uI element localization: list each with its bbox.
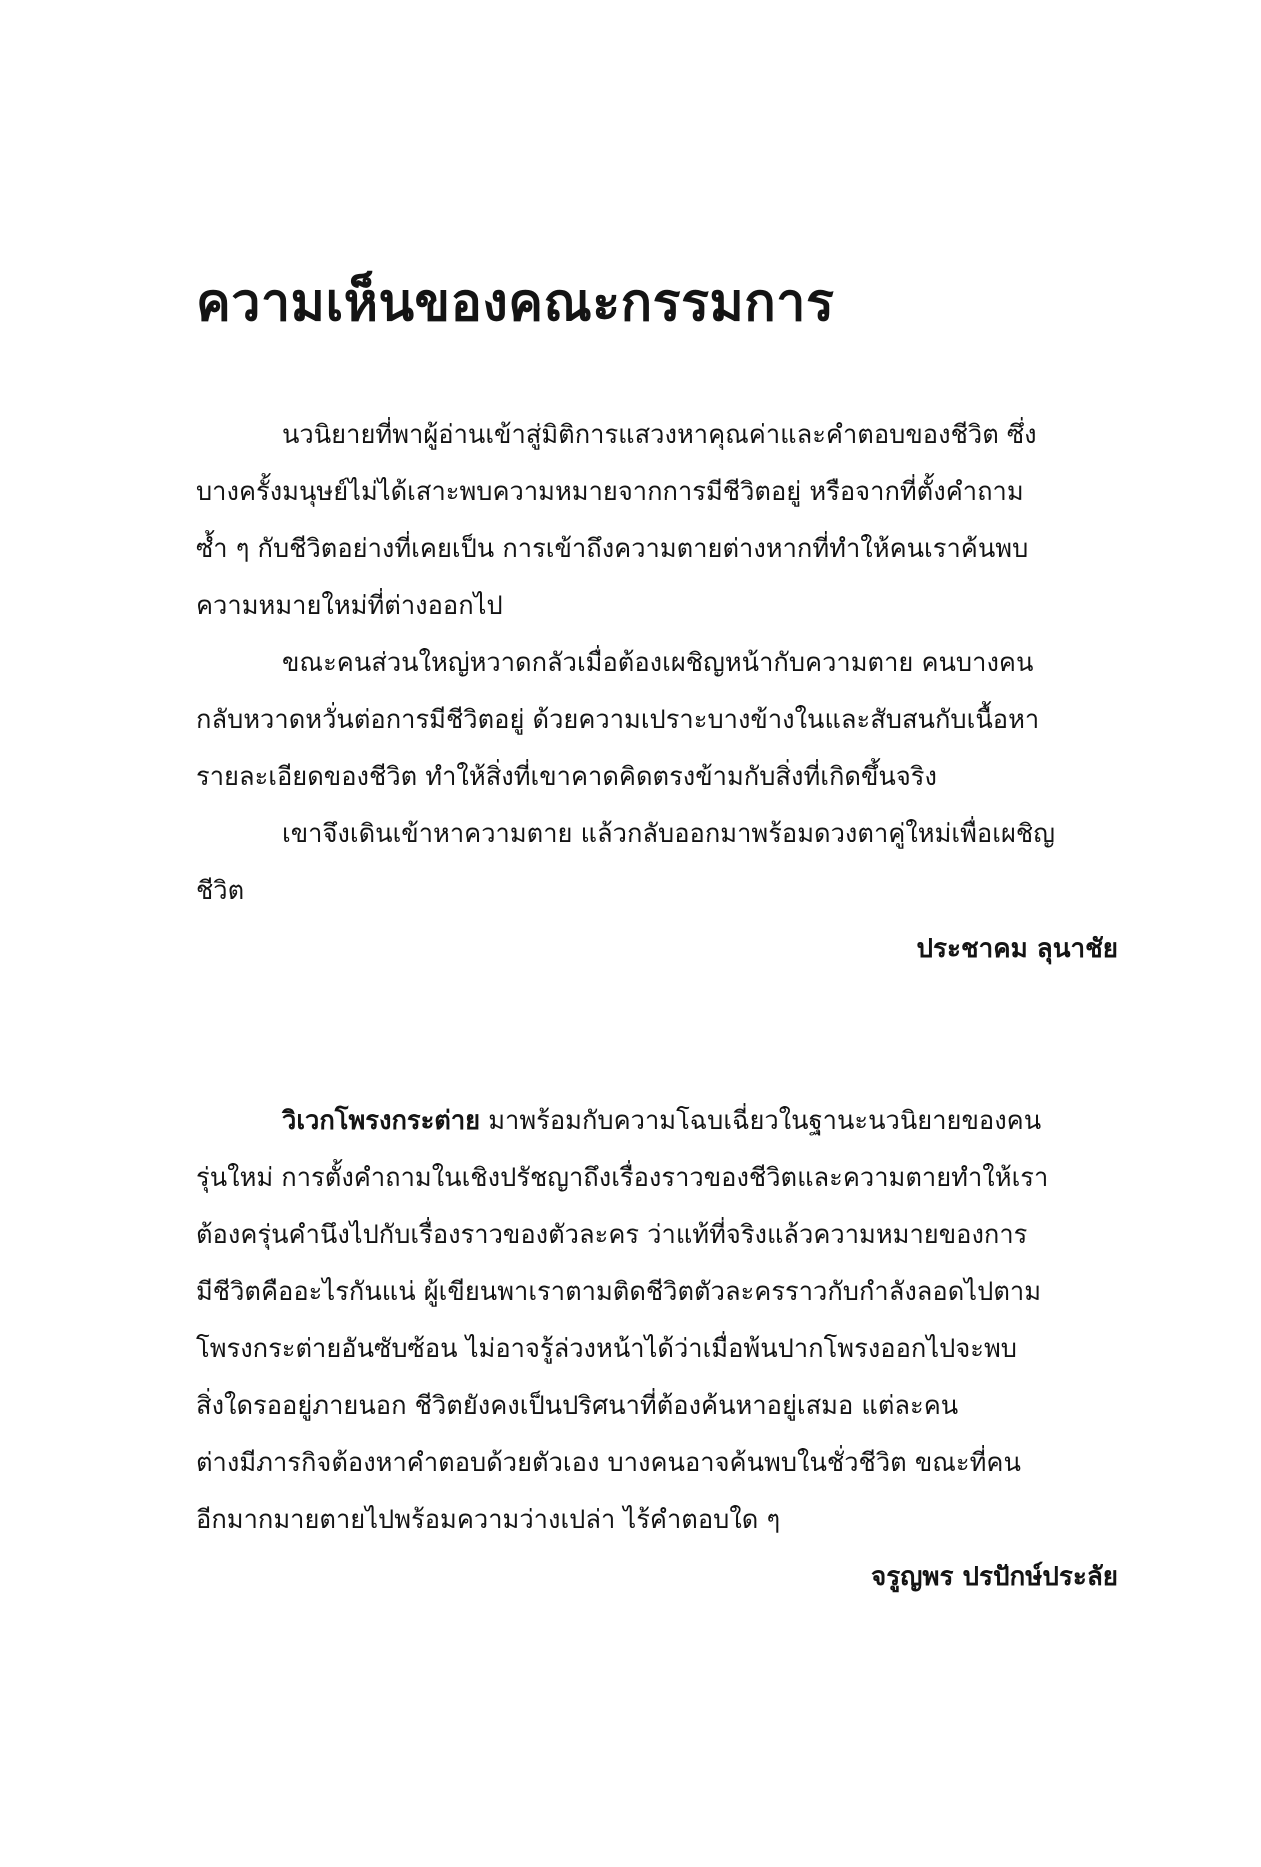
paragraph-line: กลับหวาดหวั่นต่อการมีชีวิตอยู่ ด้วยความเปราะบางข้างในและสับสนกับเนื้อหา [196, 705, 1040, 735]
paragraph-line: รายละเอียดของชีวิต ทำให้สิ่งที่เขาคาดคิดตรงข้ามกับสิ่งที่เกิดขึ้นจริง [196, 762, 937, 792]
paragraph-line: โพรงกระต่ายอันซับซ้อน ไม่อาจรู้ล่วงหน้าได้ว่าเมื่อพ้นปากโพรงออกไปจะพบ [196, 1334, 1017, 1364]
paragraph-line: ขณะคนส่วนใหญ่หวาดกลัวเมื่อต้องเผชิญหน้ากับความตาย คนบางคน [282, 648, 1034, 678]
paragraph-line: เขาจึงเดินเข้าหาความตาย แล้วกลับออกมาพร้อมดวงตาคู่ใหม่เพื่อเผชิญ [282, 819, 1055, 849]
paragraph-line: ต่างมีภารกิจต้องหาคำตอบด้วยตัวเอง บางคนอาจค้นพบในชั่วชีวิต ขณะที่คน [196, 1448, 1021, 1478]
paragraph-line [282, 1106, 1041, 1137]
signature: จรูญพร ปรปักษ์ประลัย [871, 1562, 1118, 1592]
paragraph-line: ชีวิต [196, 876, 245, 906]
signature: ประชาคม ลุนาชัย [916, 934, 1118, 964]
paragraph-line: นวนิยายที่พาผู้อ่านเข้าสู่มิติการแสวงหาคุณค่าและคำตอบของชีวิต ซึ่ง [282, 420, 1037, 450]
paragraph-line: ต้องครุ่นคำนึงไปกับเรื่องราวของตัวละคร ว่าแท้ที่จริงแล้วความหมายของการ [196, 1220, 1028, 1250]
paragraph-line: อีกมากมายตายไปพร้อมความว่างเปล่า ไร้คำตอบใด ๆ [196, 1505, 781, 1535]
paragraph-line: มีชีวิตคืออะไรกันแน่ ผู้เขียนพาเราตามติดชีวิตตัวละครราวกับกำลังลอดไปตาม [196, 1277, 1042, 1307]
book-title: วิเวกโพรงกระต่าย [282, 1106, 481, 1136]
paragraph-line: บางครั้งมนุษย์ไม่ได้เสาะพบความหมายจากการมีชีวิตอยู่ หรือจากที่ตั้งคำถาม [196, 477, 1024, 507]
paragraph-line: ความหมายใหม่ที่ต่างออกไป [196, 591, 503, 621]
paragraph-line: รุ่นใหม่ การตั้งคำถามในเชิงปรัชญาถึงเรื่องราวของชีวิตและความตายทำให้เรา [196, 1163, 1049, 1193]
paragraph-line: ซ้ำ ๆ กับชีวิตอย่างที่เคยเป็น การเข้าถึงความตายต่างหากที่ทำให้คนเราค้นพบ [196, 534, 1029, 564]
paragraph-line: สิ่งใดรออยู่ภายนอก ชีวิตยังคงเป็นปริศนาที่ต้องค้นหาอยู่เสมอ แต่ละคน [196, 1391, 959, 1421]
page-title: ความเห็นของคณะกรรมการ [196, 273, 835, 333]
paragraph-text: มาพร้อมกับความโฉบเฉี่ยวในฐานะนวนิยายของคน [480, 1106, 1042, 1136]
